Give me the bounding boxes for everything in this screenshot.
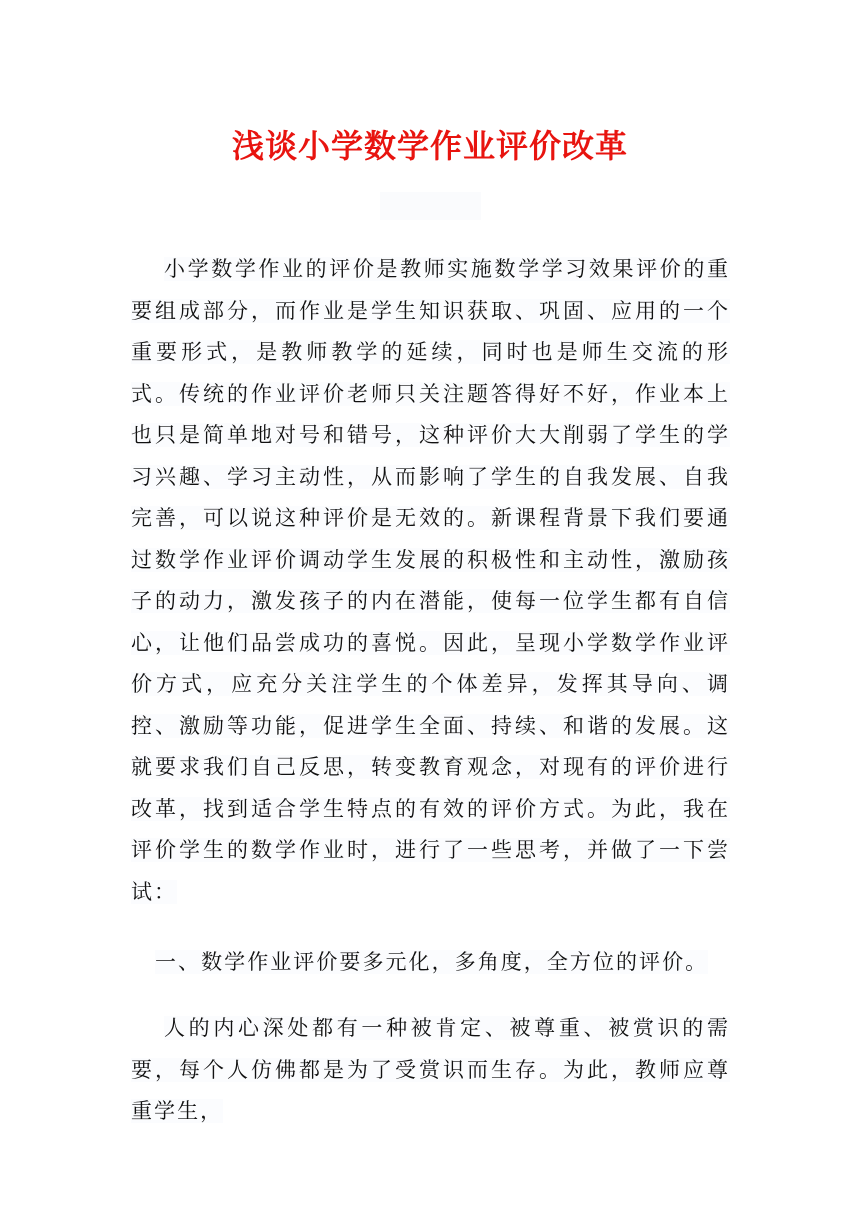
document-title: 浅谈小学数学作业评价改革	[231, 127, 628, 165]
author-placeholder	[380, 192, 481, 220]
paragraph-section-1-text: 人的内心深处都有一种被肯定、被尊重、被赏识的需要，每个人仿佛都是为了受赏识而生存。为此，教师应尊重学生，	[131, 1016, 730, 1123]
paragraph-intro	[131, 249, 730, 913]
section-heading-1-text: 一、数学作业评价要多元化，多角度，全方位的评价。	[155, 950, 709, 974]
paragraph-section-1	[131, 1008, 730, 1133]
section-heading-1	[131, 942, 730, 984]
paragraph-intro-text: 小学数学作业的评价是教师实施数学学习效果评价的重要组成部分，而作业是学生知识获取、巩固、应用的一个重要形式，是教师教学的延续，同时也是师生交流的形式。传统的作业评价老师只关注题答得好不好，作业本上也只是简单地对号和错号，这种评价大大削弱了学生的学习兴趣、学习主动性，从而影响了学生的自我发展、自我完善，可以说这种评价是无效的。新课程背景下我们要通过数学作业评价调动学生发展的积极性和主动性，激励孩子的动力，激发孩子的内在潜能，使每一位学生都有自信心，让他们品尝成功的喜悦。因此，呈现小学数学作业评价方式，应充分关注学生的个体差异，发挥其导向、调控、激励等功能，促进学生全面、持续、和谐的发展。这就要求我们自己反思，转变教育观念，对现有的评价进行改革，找到适合学生特点的有效的评价方式。为此，我在评价学生的数学作业时，进行了一些思考，并做了一下尝试：	[131, 257, 730, 904]
